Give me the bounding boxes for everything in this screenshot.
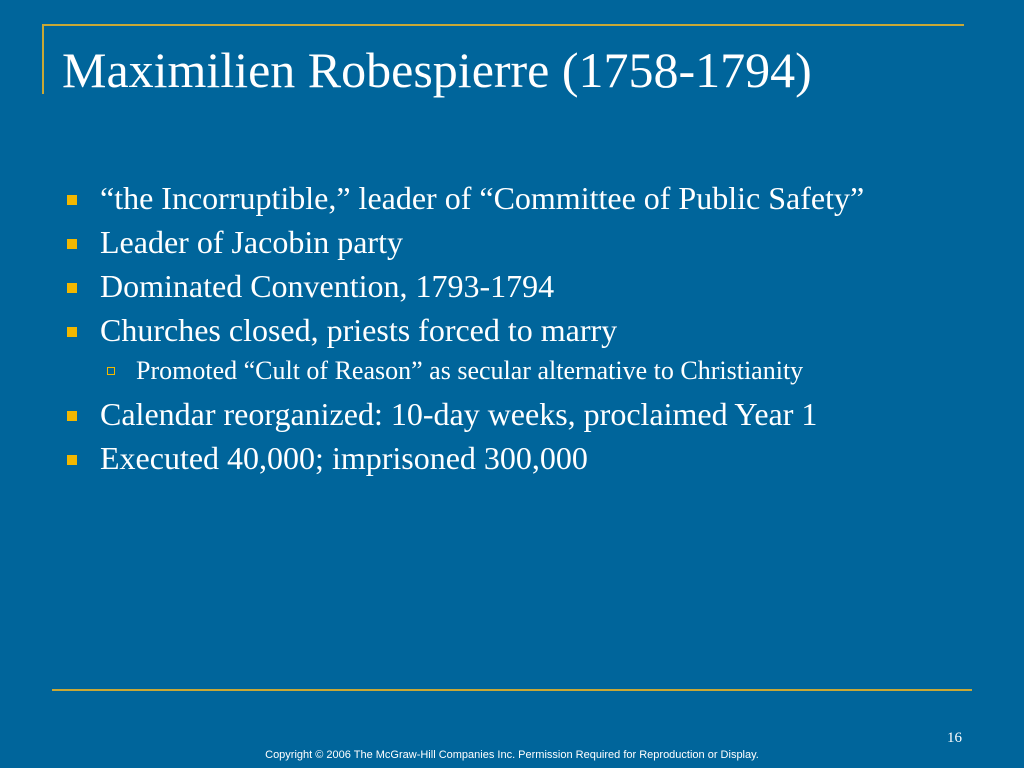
square-bullet-icon — [67, 239, 77, 249]
square-bullet-icon — [67, 455, 77, 465]
bullet-text: Executed 40,000; imprisoned 300,000 — [100, 440, 588, 476]
hollow-square-bullet-icon — [107, 367, 115, 375]
title-frame-top-rule — [42, 24, 964, 26]
bullet-item — [62, 268, 962, 304]
bullet-item — [62, 396, 962, 432]
title-frame-left-rule — [42, 24, 44, 94]
bullet-text: Calendar reorganized: 10-day weeks, proclaimed Year 1 — [100, 396, 818, 432]
bullet-text: Leader of Jacobin party — [100, 224, 403, 260]
bullet-item — [62, 224, 962, 260]
square-bullet-icon — [67, 411, 77, 421]
bullet-text: “the Incorruptible,” leader of “Committee of Public Safety” — [100, 180, 865, 216]
footer-rule — [52, 689, 972, 691]
square-bullet-icon — [67, 195, 77, 205]
page-number: 16 — [947, 730, 962, 746]
bullet-item — [62, 440, 962, 476]
square-bullet-icon — [67, 327, 77, 337]
bullet-text: Dominated Convention, 1793-1794 — [100, 268, 555, 304]
sub-bullet-text: Promoted “Cult of Reason” as secular alternative to Christianity — [136, 356, 804, 385]
copyright-notice: Copyright © 2006 The McGraw-Hill Companies Inc. Permission Required for Reproduction or Display. — [265, 749, 759, 761]
square-bullet-icon — [67, 283, 77, 293]
slide-title: Maximilien Robespierre (1758-1794) — [62, 42, 812, 98]
bullet-text: Churches closed, priests forced to marry — [100, 312, 618, 348]
sub-bullet-item — [62, 354, 962, 388]
bullet-list — [62, 180, 962, 484]
bullet-item — [62, 180, 962, 216]
bullet-item — [62, 312, 962, 348]
